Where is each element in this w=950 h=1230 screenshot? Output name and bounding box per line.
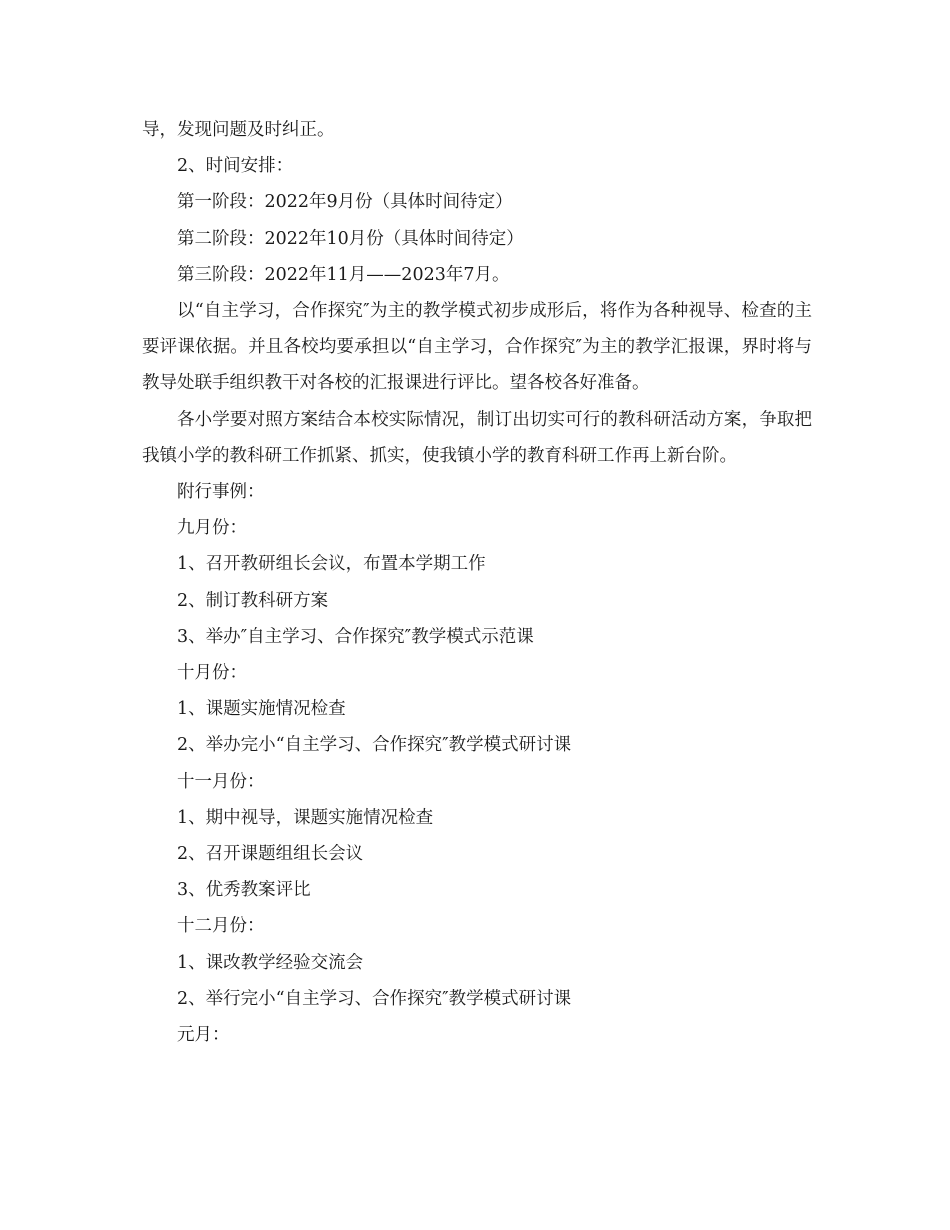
phase-three: 第三阶段：2022年11月——2023年7月。	[177, 264, 510, 285]
list-item: 1、课改教学经验交流会	[177, 952, 364, 973]
section-heading-schedule: 2、时间安排：	[177, 156, 294, 177]
list-item: 2、召开课题组组长会议	[177, 844, 364, 865]
list-item: 2、举行完小“自主学习、合作探究″教学模式研讨课	[177, 988, 572, 1009]
month-heading-january: 元月：	[177, 1025, 230, 1046]
document-body	[142, 112, 812, 1053]
paragraph-school-plan: 各小学要对照方案结合本校实际情况，制订出切实可行的教科研活动方案，争取把我镇小学的教科研工作抓紧、抓实，使我镇小学的教育科研工作再上新台阶。	[142, 409, 812, 466]
list-item: 2、举办完小“自主学习、合作探究″教学模式研讨课	[177, 735, 572, 756]
month-heading-november: 十一月份：	[177, 771, 265, 792]
paragraph-continuation: 导，发现问题及时纠正。	[142, 120, 335, 140]
list-item: 1、召开教研组长会议，布置本学期工作	[177, 554, 486, 575]
list-item: 1、期中视导，课题实施情况检查	[177, 807, 434, 828]
list-item: 3、优秀教案评比	[177, 880, 311, 901]
phase-two: 第二阶段：2022年10月份（具体时间待定）	[177, 228, 524, 249]
list-item: 2、制订教科研方案	[177, 590, 329, 611]
appendix-heading: 附行事例：	[177, 482, 265, 503]
month-heading-september: 九月份：	[177, 518, 247, 539]
list-item: 1、课题实施情况检查	[177, 699, 346, 720]
list-item: 3、举办″自主学习、合作探究″教学模式示范课	[177, 626, 534, 647]
month-heading-october: 十月份：	[177, 663, 247, 684]
paragraph-teaching-model: 以“自主学习，合作探究″为主的教学模式初步成形后，将作为各种视导、检查的主要评课依据。并且各校均要承担以“自主学习，合作探究″为主的教学汇报课，界时将与教导处联手组织教干对各校的汇报课进行评比。望各校各好准备。	[142, 301, 812, 394]
phase-one: 第一阶段：2022年9月份（具体时间待定）	[177, 192, 513, 213]
month-heading-december: 十二月份：	[177, 916, 265, 937]
